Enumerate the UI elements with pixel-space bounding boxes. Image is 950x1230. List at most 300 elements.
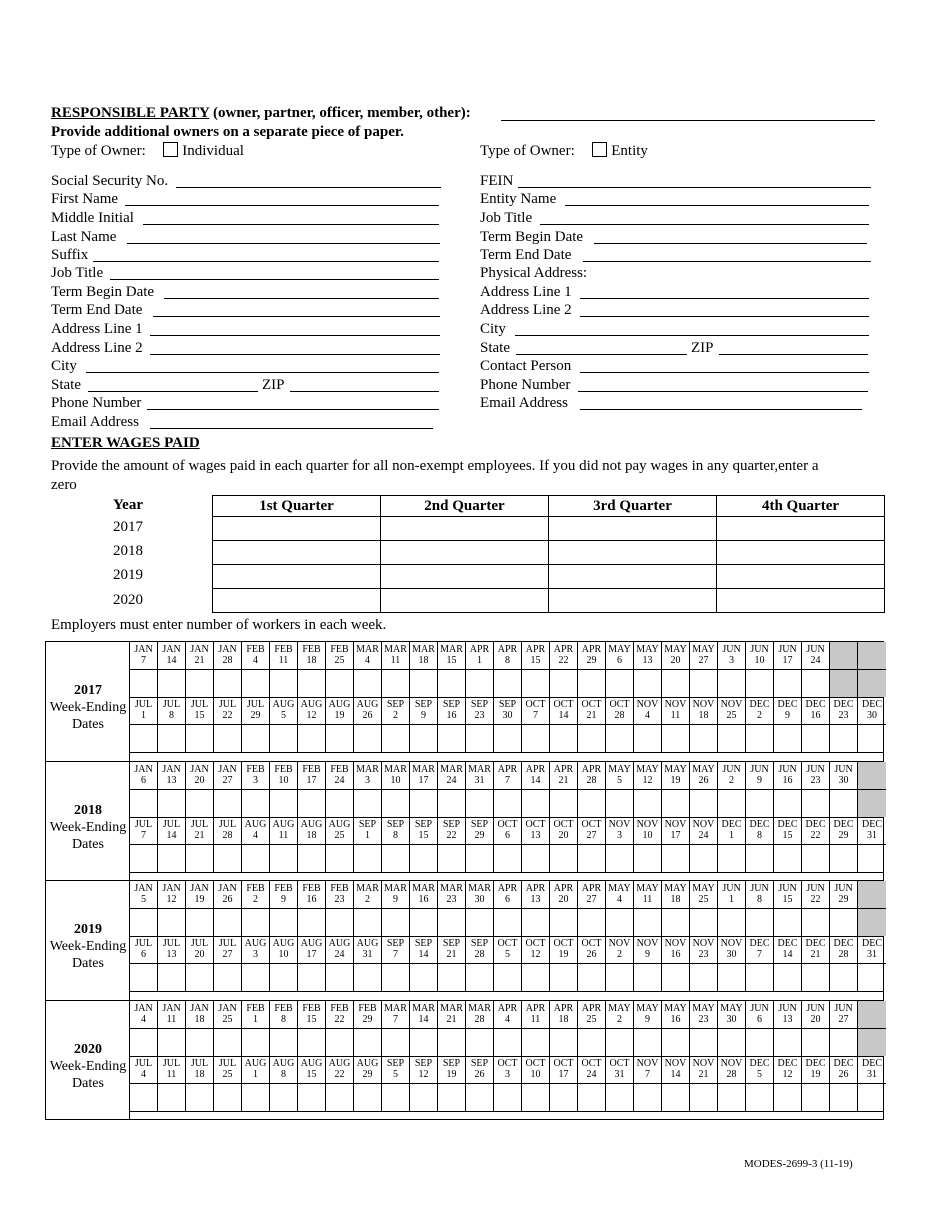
worker-count-cell[interactable] — [746, 789, 774, 817]
address-1-input-line[interactable] — [150, 335, 440, 336]
worker-count-cell[interactable] — [130, 669, 158, 697]
week-date-cell — [354, 1056, 382, 1083]
worker-count-cell[interactable] — [438, 669, 466, 697]
worker-count-cell[interactable] — [690, 963, 718, 991]
worker-count-cell[interactable] — [830, 724, 858, 752]
worker-count-cell[interactable] — [466, 908, 494, 936]
entity-city-input-line[interactable] — [515, 335, 869, 336]
worker-count-cell[interactable] — [326, 908, 354, 936]
worker-count-cell[interactable] — [830, 908, 858, 936]
worker-count-cell[interactable] — [718, 789, 746, 817]
worker-count-cell[interactable] — [382, 1083, 410, 1111]
week-date-cell — [578, 762, 606, 789]
worker-count-cell[interactable] — [802, 963, 830, 991]
worker-count-cell[interactable] — [354, 789, 382, 817]
wages-cell[interactable] — [549, 565, 717, 589]
worker-count-cell[interactable] — [326, 844, 354, 872]
physical-address-label: Physical Address: — [480, 265, 588, 281]
week-date-cell — [354, 1001, 382, 1028]
worker-count-cell[interactable] — [746, 844, 774, 872]
worker-count-cell[interactable] — [298, 1028, 326, 1056]
worker-count-cell[interactable] — [606, 669, 634, 697]
week-day: 9 — [785, 710, 790, 721]
worker-count-cell[interactable] — [466, 963, 494, 991]
worker-count-cell[interactable] — [494, 1083, 522, 1111]
worker-count-cell[interactable] — [130, 963, 158, 991]
worker-count-cell[interactable] — [746, 1028, 774, 1056]
worker-count-cell[interactable] — [186, 1083, 214, 1111]
worker-count-cell[interactable] — [494, 908, 522, 936]
week-day: 15 — [306, 1013, 317, 1025]
worker-count-cell[interactable] — [382, 789, 410, 817]
worker-count-cell[interactable] — [634, 1083, 662, 1111]
entity-name-input-line[interactable] — [565, 205, 869, 206]
worker-count-cell[interactable] — [774, 844, 802, 872]
worker-count-cell[interactable] — [690, 1083, 718, 1111]
worker-count-cell[interactable] — [354, 963, 382, 991]
worker-count-cell[interactable] — [270, 1083, 298, 1111]
week-month: JAN — [190, 1002, 209, 1014]
worker-count-cell[interactable] — [186, 908, 214, 936]
term-end-input-line[interactable] — [153, 316, 440, 317]
worker-count-cell[interactable] — [382, 1028, 410, 1056]
worker-count-cell[interactable] — [662, 724, 690, 752]
worker-count-cell[interactable] — [270, 724, 298, 752]
worker-count-cell — [830, 669, 858, 697]
phone-input-line[interactable] — [147, 409, 439, 410]
worker-count-cell[interactable] — [494, 669, 522, 697]
worker-count-cell[interactable] — [382, 724, 410, 752]
fein-input-line[interactable] — [518, 187, 871, 188]
worker-count-cell[interactable] — [802, 1083, 830, 1111]
worker-count-cell[interactable] — [494, 844, 522, 872]
week-day: 25 — [222, 1013, 233, 1025]
worker-count-cell[interactable] — [690, 669, 718, 697]
week-day: 20 — [558, 829, 569, 841]
worker-count-cell[interactable] — [494, 724, 522, 752]
worker-count-cell[interactable] — [410, 1028, 438, 1056]
wages-cell[interactable] — [213, 589, 381, 613]
wages-cell[interactable] — [549, 589, 717, 613]
worker-count-cell[interactable] — [718, 669, 746, 697]
worker-count-cell[interactable] — [578, 963, 606, 991]
worker-count-cell[interactable] — [354, 724, 382, 752]
worker-count-cell[interactable] — [298, 963, 326, 991]
worker-count-cell[interactable] — [634, 789, 662, 817]
worker-count-cell[interactable] — [466, 789, 494, 817]
worker-count-cell[interactable] — [326, 669, 354, 697]
worker-count-cell[interactable] — [634, 908, 662, 936]
worker-count-cell[interactable] — [522, 1028, 550, 1056]
worker-count-cell[interactable] — [774, 789, 802, 817]
week-date-cell — [382, 881, 410, 908]
worker-count-cell[interactable] — [242, 1028, 270, 1056]
contact-person-input-line[interactable] — [580, 372, 869, 373]
wages-cell[interactable] — [717, 589, 885, 613]
worker-count-cell[interactable] — [298, 844, 326, 872]
responsible-party-input-line[interactable] — [501, 120, 875, 121]
worker-count-cell[interactable] — [662, 963, 690, 991]
worker-count-cell[interactable] — [606, 789, 634, 817]
worker-count-cell[interactable] — [662, 844, 690, 872]
week-month: DEC — [833, 1057, 854, 1069]
entity-term-begin-input-line[interactable] — [594, 243, 867, 244]
worker-count-cell[interactable] — [718, 844, 746, 872]
worker-count-cell[interactable] — [774, 669, 802, 697]
week-day: 15 — [306, 1068, 317, 1080]
worker-count-cell[interactable] — [774, 1083, 802, 1111]
worker-count-cell[interactable] — [298, 724, 326, 752]
worker-count-cell[interactable] — [830, 1028, 858, 1056]
worker-count-cell[interactable] — [830, 789, 858, 817]
worker-count-cell[interactable] — [466, 1028, 494, 1056]
worker-count-cell[interactable] — [270, 963, 298, 991]
worker-count-cell[interactable] — [410, 724, 438, 752]
worker-count-cell[interactable] — [830, 963, 858, 991]
week-date-cell — [830, 1056, 858, 1083]
worker-count-cell[interactable] — [438, 1083, 466, 1111]
field-label-ssn: Social Security No. — [51, 173, 169, 189]
week-day: 16 — [782, 774, 793, 786]
worker-count-cell[interactable] — [494, 789, 522, 817]
wages-cell[interactable] — [717, 517, 885, 541]
worker-count-cell[interactable] — [522, 908, 550, 936]
week-date-cell — [466, 762, 494, 789]
worker-count-cell[interactable] — [550, 844, 578, 872]
address-2-input-line[interactable] — [150, 354, 440, 355]
worker-count-cell[interactable] — [550, 724, 578, 752]
worker-count-cell[interactable] — [214, 669, 242, 697]
worker-count-cell[interactable] — [130, 1083, 158, 1111]
week-month: JUL — [190, 699, 209, 710]
worker-count-cell[interactable] — [774, 963, 802, 991]
wages-cell[interactable] — [717, 541, 885, 565]
worker-count-cell[interactable] — [578, 789, 606, 817]
week-day: 29 — [362, 1068, 373, 1080]
worker-count-cell[interactable] — [158, 1083, 186, 1111]
ssn-input-line[interactable] — [176, 187, 441, 188]
worker-count-cell[interactable] — [718, 1083, 746, 1111]
worker-count-cell[interactable] — [186, 1028, 214, 1056]
worker-count-cell[interactable] — [634, 669, 662, 697]
worker-count-cell[interactable] — [858, 1083, 886, 1111]
field-label-entity-city: City — [480, 321, 506, 337]
worker-count-cell[interactable] — [578, 1028, 606, 1056]
worker-count-cell[interactable] — [382, 669, 410, 697]
worker-count-cell[interactable] — [662, 669, 690, 697]
week-date-cell — [578, 642, 606, 669]
worker-count-cell[interactable] — [606, 908, 634, 936]
worker-count-cell[interactable] — [326, 724, 354, 752]
wages-cell[interactable] — [549, 541, 717, 565]
week-date-cell — [550, 697, 578, 724]
worker-count-cell[interactable] — [270, 669, 298, 697]
worker-count-cell[interactable] — [802, 789, 830, 817]
worker-count-cell[interactable] — [242, 669, 270, 697]
worker-count-cell[interactable] — [242, 724, 270, 752]
field-label-state: State — [51, 377, 81, 393]
worker-count-cell[interactable] — [130, 844, 158, 872]
worker-count-cell[interactable] — [438, 844, 466, 872]
wages-cell[interactable] — [213, 565, 381, 589]
worker-count-cell[interactable] — [382, 908, 410, 936]
wages-cell[interactable] — [381, 541, 549, 565]
worker-count-cell[interactable] — [578, 1083, 606, 1111]
entity-phone-input-line[interactable] — [578, 391, 868, 392]
week-date-cell — [830, 762, 858, 789]
worker-count-cell[interactable] — [242, 1083, 270, 1111]
worker-count-cell[interactable] — [466, 844, 494, 872]
entity-address-1-input-line[interactable] — [580, 298, 869, 299]
entity-address-2-input-line[interactable] — [580, 316, 869, 317]
individual-checkbox[interactable] — [163, 142, 178, 157]
worker-count-cell[interactable] — [746, 963, 774, 991]
week-date-cell — [326, 1056, 354, 1083]
entity-state-input-line[interactable] — [516, 354, 687, 355]
worker-count-cell[interactable] — [578, 908, 606, 936]
worker-count-cell[interactable] — [186, 844, 214, 872]
worker-count-cell[interactable] — [158, 724, 186, 752]
worker-count-cell[interactable] — [130, 724, 158, 752]
worker-count-cell[interactable] — [774, 908, 802, 936]
worker-count-cell[interactable] — [326, 1028, 354, 1056]
worker-count-cell[interactable] — [270, 908, 298, 936]
worker-count-cell[interactable] — [802, 669, 830, 697]
worker-count-cell[interactable] — [186, 789, 214, 817]
worker-count-cell[interactable] — [690, 1028, 718, 1056]
worker-count-cell[interactable] — [438, 963, 466, 991]
worker-count-cell[interactable] — [326, 1083, 354, 1111]
worker-count-cell[interactable] — [410, 1083, 438, 1111]
worker-count-cell[interactable] — [410, 908, 438, 936]
worker-count-cell[interactable] — [550, 908, 578, 936]
last-name-input-line[interactable] — [127, 243, 440, 244]
week-date-cell — [242, 817, 270, 844]
wages-cell[interactable] — [381, 565, 549, 589]
worker-count-cell[interactable] — [606, 1028, 634, 1056]
worker-count-cell[interactable] — [718, 963, 746, 991]
worker-count-cell[interactable] — [186, 669, 214, 697]
worker-count-cell[interactable] — [242, 963, 270, 991]
entity-zip-input-line[interactable] — [719, 354, 868, 355]
week-month: JUL — [162, 818, 181, 830]
worker-count-cell[interactable] — [522, 963, 550, 991]
entity-email-input-line[interactable] — [580, 409, 862, 410]
worker-count-cell[interactable] — [522, 724, 550, 752]
worker-count-cell[interactable] — [242, 844, 270, 872]
worker-count-cell[interactable] — [830, 844, 858, 872]
wages-cell[interactable] — [717, 565, 885, 589]
worker-count-cell[interactable] — [410, 844, 438, 872]
worker-count-cell[interactable] — [158, 789, 186, 817]
week-month: SEP — [414, 818, 433, 830]
worker-count-cell[interactable] — [214, 963, 242, 991]
worker-count-cell[interactable] — [438, 1028, 466, 1056]
term-begin-input-line[interactable] — [164, 298, 439, 299]
worker-count-cell[interactable] — [746, 908, 774, 936]
worker-count-cell[interactable] — [746, 669, 774, 697]
worker-count-cell[interactable] — [410, 669, 438, 697]
worker-count-cell[interactable] — [690, 789, 718, 817]
worker-count-cell[interactable] — [802, 844, 830, 872]
suffix-input-line[interactable] — [93, 261, 439, 262]
worker-count-cell[interactable] — [270, 789, 298, 817]
entity-job-title-input-line[interactable] — [540, 224, 869, 225]
worker-count-cell[interactable] — [298, 669, 326, 697]
city-input-line[interactable] — [86, 372, 439, 373]
worker-count-cell[interactable] — [158, 844, 186, 872]
entity-checkbox[interactable] — [592, 142, 607, 157]
worker-count-cell[interactable] — [186, 724, 214, 752]
worker-count-cell[interactable] — [354, 1083, 382, 1111]
wages-cell[interactable] — [381, 517, 549, 541]
worker-count-cell[interactable] — [466, 1083, 494, 1111]
worker-count-cell[interactable] — [438, 789, 466, 817]
entity-term-end-input-line[interactable] — [583, 261, 871, 262]
worker-count-cell[interactable] — [298, 908, 326, 936]
worker-count-cell[interactable] — [214, 789, 242, 817]
worker-count-cell[interactable] — [158, 963, 186, 991]
worker-count-cell[interactable] — [746, 724, 774, 752]
worker-count-cell[interactable] — [690, 724, 718, 752]
worker-count-cell[interactable] — [214, 1083, 242, 1111]
worker-count-cell[interactable] — [858, 844, 886, 872]
worker-count-cell[interactable] — [214, 844, 242, 872]
worker-count-cell[interactable] — [550, 789, 578, 817]
worker-count-cell[interactable] — [858, 963, 886, 991]
worker-count-cell[interactable] — [186, 963, 214, 991]
worker-count-cell[interactable] — [718, 724, 746, 752]
worker-count-cell[interactable] — [802, 908, 830, 936]
middle-initial-input-line[interactable] — [143, 224, 439, 225]
worker-count-cell[interactable] — [522, 789, 550, 817]
worker-count-cell[interactable] — [382, 963, 410, 991]
worker-count-cell[interactable] — [214, 1028, 242, 1056]
worker-count-cell[interactable] — [550, 1083, 578, 1111]
worker-count-cell[interactable] — [606, 1083, 634, 1111]
worker-count-cell[interactable] — [662, 1083, 690, 1111]
worker-count-cell[interactable] — [326, 963, 354, 991]
worker-count-cell[interactable] — [130, 1028, 158, 1056]
week-date-cell — [662, 881, 690, 908]
state-input-line[interactable] — [88, 391, 258, 392]
worker-count-cell[interactable] — [410, 963, 438, 991]
worker-count-cell[interactable] — [130, 908, 158, 936]
worker-count-cell[interactable] — [690, 844, 718, 872]
wages-cell[interactable] — [549, 517, 717, 541]
first-name-input-line[interactable] — [125, 205, 439, 206]
email-input-line[interactable] — [150, 428, 433, 429]
worker-count-cell[interactable] — [214, 908, 242, 936]
worker-count-cell[interactable] — [410, 789, 438, 817]
wages-cell[interactable] — [213, 517, 381, 541]
week-date-cell — [578, 936, 606, 963]
week-date-cell — [382, 1001, 410, 1028]
worker-count-cell[interactable] — [718, 1028, 746, 1056]
week-month: JUL — [190, 1057, 209, 1069]
worker-count-cell[interactable] — [774, 1028, 802, 1056]
worker-count-cell[interactable] — [270, 844, 298, 872]
worker-count-cell[interactable] — [634, 844, 662, 872]
worker-count-cell[interactable] — [550, 963, 578, 991]
wages-cell[interactable] — [381, 589, 549, 613]
week-day: 4 — [617, 894, 622, 905]
worker-count-cell[interactable] — [550, 1028, 578, 1056]
worker-count-cell[interactable] — [802, 1028, 830, 1056]
week-month: NOV — [636, 818, 659, 830]
worker-count-cell[interactable] — [718, 908, 746, 936]
week-date-cell — [634, 936, 662, 963]
worker-count-cell[interactable] — [606, 844, 634, 872]
worker-count-cell[interactable] — [354, 1028, 382, 1056]
worker-count-cell[interactable] — [270, 1028, 298, 1056]
worker-count-cell[interactable] — [634, 963, 662, 991]
job-title-input-line[interactable] — [110, 279, 439, 280]
worker-count-cell[interactable] — [522, 669, 550, 697]
worker-count-cell[interactable] — [774, 724, 802, 752]
worker-count-cell[interactable] — [578, 844, 606, 872]
week-month: MAY — [636, 644, 659, 655]
worker-count-cell[interactable] — [158, 1028, 186, 1056]
worker-count-cell[interactable] — [662, 789, 690, 817]
worker-count-cell[interactable] — [662, 908, 690, 936]
worker-count-cell[interactable] — [158, 908, 186, 936]
worker-count-cell[interactable] — [326, 789, 354, 817]
wages-cell[interactable] — [213, 541, 381, 565]
worker-count-cell[interactable] — [662, 1028, 690, 1056]
week-month: FEB — [330, 644, 349, 655]
worker-count-cell[interactable] — [130, 789, 158, 817]
worker-count-cell[interactable] — [830, 1083, 858, 1111]
worker-count-cell[interactable] — [298, 1083, 326, 1111]
worker-count-cell[interactable] — [158, 669, 186, 697]
worker-count-cell[interactable] — [578, 724, 606, 752]
worker-count-cell[interactable] — [522, 1083, 550, 1111]
week-month: DEC — [862, 1057, 882, 1069]
worker-count-cell[interactable] — [354, 669, 382, 697]
week-date-cell — [690, 1001, 718, 1028]
week-day: 28 — [474, 1013, 485, 1025]
worker-count-cell[interactable] — [382, 844, 410, 872]
worker-count-cell[interactable] — [634, 724, 662, 752]
worker-count-cell[interactable] — [522, 844, 550, 872]
worker-count-cell[interactable] — [494, 1028, 522, 1056]
worker-count-cell[interactable] — [242, 908, 270, 936]
worker-count-cell[interactable] — [354, 844, 382, 872]
worker-count-cell[interactable] — [634, 1028, 662, 1056]
worker-count-cell[interactable] — [494, 963, 522, 991]
worker-count-cell[interactable] — [550, 669, 578, 697]
worker-count-cell[interactable] — [746, 1083, 774, 1111]
worker-count-cell[interactable] — [214, 724, 242, 752]
worker-count-cell[interactable] — [606, 724, 634, 752]
week-day: 18 — [418, 655, 429, 666]
worker-count-cell[interactable] — [466, 724, 494, 752]
zip-input-line[interactable] — [290, 391, 439, 392]
worker-count-cell[interactable] — [438, 908, 466, 936]
dates-label: Dates — [72, 717, 104, 732]
worker-count-cell[interactable] — [438, 724, 466, 752]
worker-count-cell[interactable] — [802, 724, 830, 752]
worker-count-cell[interactable] — [578, 669, 606, 697]
worker-count-cell[interactable] — [690, 908, 718, 936]
worker-count-cell[interactable] — [466, 669, 494, 697]
worker-count-cell[interactable] — [606, 963, 634, 991]
worker-count-cell[interactable] — [298, 789, 326, 817]
worker-count-cell[interactable] — [858, 724, 886, 752]
worker-count-cell[interactable] — [242, 789, 270, 817]
worker-count-cell[interactable] — [354, 908, 382, 936]
